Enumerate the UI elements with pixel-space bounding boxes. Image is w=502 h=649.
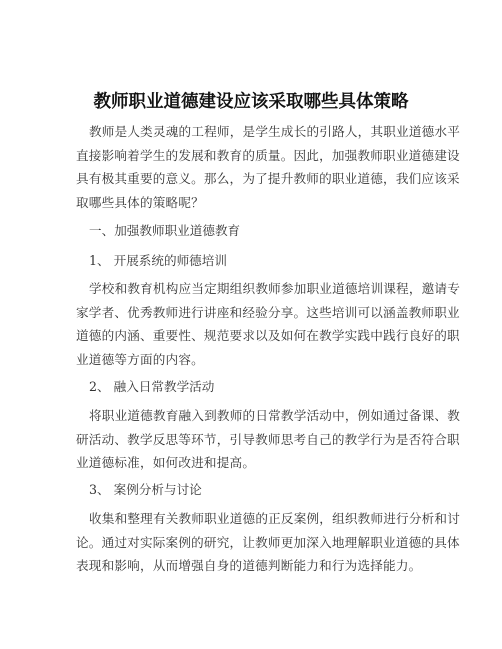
intro-paragraph <box>76 120 461 214</box>
item-paragraph <box>76 404 461 475</box>
item-line: 家学者、优秀教师进行讲座和经验分享。这些培训可以涵盖教师职业 <box>76 304 460 320</box>
intro-line: 教师是人类灵魂的工程师，是学生成长的引路人，其职业道德水平 <box>89 124 461 139</box>
item-line: 业道德等方面的内容。 <box>76 351 204 367</box>
item-line: 业道德标准，如何改进和提高。 <box>76 455 256 471</box>
item-line: 将职业道德教育融入到教师的日常教学活动中，例如通过备课、教 <box>89 408 461 423</box>
item-line: 论。通过对实际案例的研究，让教师更加深入地理解职业道德的具体 <box>76 534 460 550</box>
item-heading: 3、 案例分析与讨论 <box>89 482 202 497</box>
item-heading: 2、 融入日常教学活动 <box>89 379 215 394</box>
document-title: 教师职业道德建设应该采取哪些具体策略 <box>93 92 409 112</box>
item-line: 研活动、教学反思等环节，引导教师思考自己的教学行为是否符合职 <box>76 431 460 447</box>
item-line: 表现和影响，从而增强自身的道德判断能力和行为选择能力。 <box>76 558 422 574</box>
intro-line: 具有极其重要的意义。那么，为了提升教师的职业道德，我们应该采 <box>76 171 460 187</box>
item-line: 学校和教育机构应当定期组织教师参加职业道德培训课程，邀请专 <box>89 281 461 296</box>
item-paragraph <box>76 507 461 578</box>
intro-line: 直接影响着学生的发展和教育的质量。因此，加强教师职业道德建设 <box>76 147 460 163</box>
intro-line: 取哪些具体的策略呢？ <box>76 194 204 210</box>
item-line: 收集和整理有关教师职业道德的正反案例，组织教师进行分析和讨 <box>89 511 461 526</box>
item-heading: 1、 开展系统的师德培训 <box>89 253 227 268</box>
section-heading: 一、加强教师职业道德教育 <box>89 223 241 238</box>
item-paragraph <box>76 277 461 371</box>
item-line: 道德的内涵、重要性、规范要求以及如何在教学实践中践行良好的职 <box>76 328 460 344</box>
